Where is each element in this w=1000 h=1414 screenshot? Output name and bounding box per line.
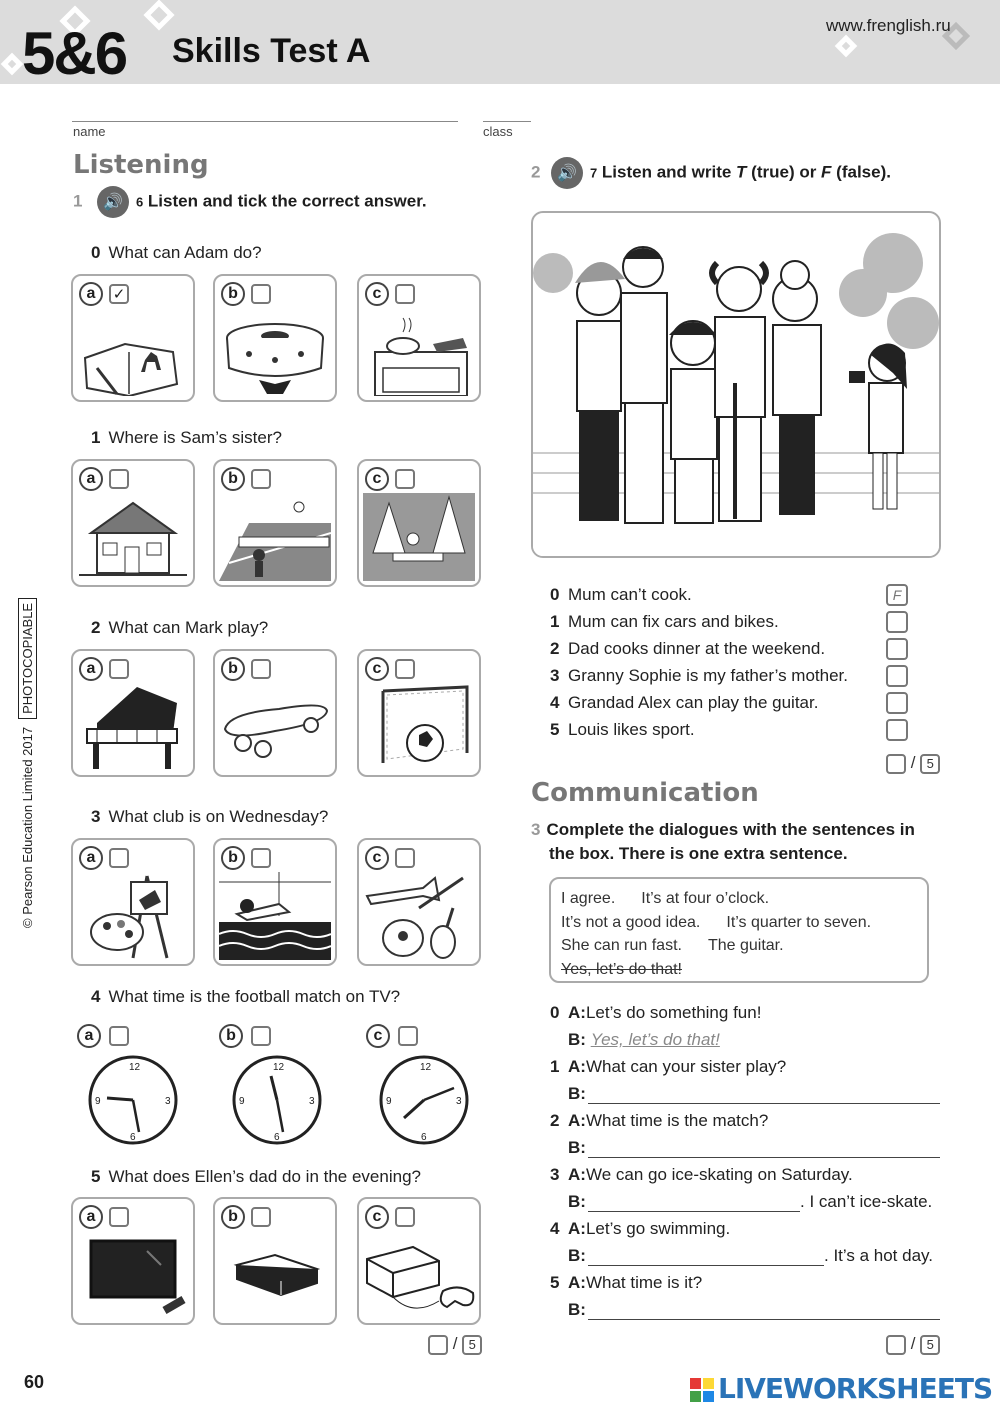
dialogue-0-b: B: Yes, let’s do that!: [568, 1030, 720, 1049]
tick-box[interactable]: [395, 659, 415, 679]
decor-square: [835, 35, 858, 58]
option-letter: c: [365, 846, 389, 870]
svg-text:9: 9: [239, 1096, 245, 1107]
clock-icon: [378, 1054, 470, 1146]
drawing-book-icon: [77, 308, 189, 396]
tick-box[interactable]: [109, 848, 129, 868]
swimming-pool-icon: [219, 872, 331, 960]
sentence-option[interactable]: She can run fast.: [561, 937, 682, 954]
copyright-text: © Pearson Education Limited 2017: [20, 726, 35, 928]
option-letter: a: [79, 846, 103, 870]
piano-icon: [77, 683, 189, 771]
site-url: www.frenglish.ru: [826, 16, 951, 35]
park-icon: [363, 493, 475, 581]
tf-box-0[interactable]: F: [886, 584, 908, 606]
dialogue-3-b: B:: [568, 1192, 586, 1211]
clock-icon: [231, 1054, 323, 1146]
liveworksheets-logo[interactable]: [690, 1372, 992, 1405]
option-letter: c: [365, 282, 389, 306]
sentence-option-used: Yes, let’s do that!: [561, 960, 682, 978]
svg-text:12: 12: [129, 1062, 141, 1073]
ex3-score: / 5: [886, 1334, 940, 1355]
dialogue-5-b: B:: [568, 1300, 586, 1319]
score-total: 5: [462, 1335, 482, 1355]
answer-box-3c[interactable]: [357, 838, 481, 966]
option-letter: a: [79, 282, 103, 306]
sentence-option[interactable]: It’s at four o’clock.: [641, 890, 770, 907]
score-box[interactable]: [886, 754, 906, 774]
option-letter: c: [366, 1024, 390, 1048]
tick-box[interactable]: [109, 659, 129, 679]
tick-box[interactable]: [251, 848, 271, 868]
answer-line-2[interactable]: [588, 1157, 940, 1158]
question-5: 5 What does Ellen’s dad do in the evening?: [91, 1167, 421, 1186]
svg-text:3: 3: [309, 1096, 315, 1107]
dialogue-0-a: 0 A:Let’s do something fun!: [550, 1003, 762, 1022]
answer-box-1a[interactable]: [71, 459, 195, 587]
option-letter: b: [221, 467, 245, 491]
book-icon: [219, 1231, 331, 1319]
skateboard-icon: [219, 683, 331, 771]
dialogue-3-b-tail: . I can’t ice-skate.: [800, 1192, 933, 1211]
dialogue-2-b: B:: [568, 1138, 586, 1157]
svg-text:6: 6: [274, 1132, 280, 1143]
instruments-icon: [363, 872, 475, 960]
statement-5: 5 Louis likes sport.: [550, 720, 695, 739]
family-photo-icon: [533, 213, 941, 558]
answer-line-3[interactable]: [588, 1211, 800, 1212]
svg-text:9: 9: [386, 1096, 392, 1107]
tick-box[interactable]: [395, 469, 415, 489]
sentence-option[interactable]: The guitar.: [707, 937, 784, 954]
answer-box-5c[interactable]: [357, 1197, 481, 1325]
answer-box-0b[interactable]: [213, 274, 337, 402]
sentence-option[interactable]: I agree.: [561, 890, 616, 907]
game-console-icon: [363, 1231, 475, 1319]
answer-box-3b[interactable]: [213, 838, 337, 966]
clock-icon: [87, 1054, 179, 1146]
dialogue-4-a: 4 A:Let’s go swimming.: [550, 1219, 731, 1238]
question-1: 1 Where is Sam’s sister?: [91, 428, 282, 447]
page-title: Skills Test A: [172, 32, 371, 70]
page-number: 60: [24, 1372, 45, 1392]
class-line[interactable]: [483, 121, 531, 122]
ex1-number: 1: [73, 191, 83, 211]
answer-line-1[interactable]: [588, 1103, 940, 1104]
tick-box[interactable]: [398, 1026, 418, 1046]
tick-box[interactable]: [251, 284, 271, 304]
answer-box-0c[interactable]: [357, 274, 481, 402]
answer-box-5a[interactable]: [71, 1197, 195, 1325]
svg-text:12: 12: [420, 1062, 432, 1073]
tf-box-1[interactable]: [886, 611, 908, 633]
answer-box-3a[interactable]: [71, 838, 195, 966]
audio-speaker-icon[interactable]: 🔊: [551, 157, 583, 189]
ex2-track: 7: [589, 165, 598, 181]
answer-line-5[interactable]: [588, 1319, 940, 1320]
dialogue-4-b: B:: [568, 1246, 586, 1265]
side-copyright: [18, 598, 37, 928]
tick-box[interactable]: [395, 848, 415, 868]
answer-line-4[interactable]: [588, 1265, 824, 1266]
option-letter: c: [365, 467, 389, 491]
score-box[interactable]: [428, 1335, 448, 1355]
sentence-box: [549, 877, 929, 983]
tf-box-4[interactable]: [886, 692, 908, 714]
name-label: name: [73, 124, 106, 139]
audio-speaker-icon[interactable]: 🔊: [97, 186, 129, 218]
tick-box[interactable]: [251, 469, 271, 489]
header-band: [0, 0, 1000, 87]
answer-box-1b[interactable]: [213, 459, 337, 587]
sentence-option[interactable]: It’s quarter to seven.: [726, 913, 872, 931]
svg-text:6: 6: [421, 1132, 427, 1143]
svg-text:12: 12: [273, 1062, 285, 1073]
cake-icon: [219, 308, 331, 396]
tf-box-3[interactable]: [886, 665, 908, 687]
tick-box[interactable]: [251, 659, 271, 679]
tick-box[interactable]: [109, 1026, 129, 1046]
class-label: class: [483, 124, 513, 139]
statement-4: 4 Grandad Alex can play the guitar.: [550, 693, 819, 712]
ex1-score: / 5: [428, 1334, 482, 1355]
option-letter: a: [79, 1205, 103, 1229]
brand-text: LIVEWORKSHEETS: [718, 1372, 993, 1405]
option-letter: a: [79, 467, 103, 491]
statement-0: 0 Mum can’t cook.: [550, 585, 692, 604]
option-letter: c: [365, 657, 389, 681]
ex1-instruction-text: Listen and tick the correct answer.: [147, 191, 427, 211]
statement-2: 2 Dad cooks dinner at the weekend.: [550, 639, 826, 658]
art-easel-icon: [77, 872, 189, 960]
ex1-track: 6: [135, 194, 144, 210]
option-letter: b: [219, 1024, 243, 1048]
option-letter: b: [221, 1205, 245, 1229]
answer-box-2a[interactable]: [71, 649, 195, 777]
answer-box-5b[interactable]: [213, 1197, 337, 1325]
question-4: 4 What time is the football match on TV?: [91, 987, 401, 1006]
statement-1: 1 Mum can fix cars and bikes.: [550, 612, 779, 631]
dialogue-4-b-tail: . It’s a hot day.: [824, 1246, 933, 1265]
sentence-option[interactable]: It’s not a good idea.: [561, 913, 701, 931]
dialogue-1-b: B:: [568, 1084, 586, 1103]
ex2-score: / 5: [886, 753, 940, 774]
score-total: 5: [920, 754, 940, 774]
communication-heading: Communication: [531, 778, 759, 808]
tennis-court-icon: [219, 493, 331, 581]
football-icon: [363, 683, 475, 771]
answer-box-2b[interactable]: [213, 649, 337, 777]
name-line[interactable]: [72, 121, 458, 122]
dialogue-2-a: 2 A:What time is the match?: [550, 1111, 769, 1130]
statement-3: 3 Granny Sophie is my father’s mother.: [550, 666, 849, 685]
option-letter: b: [221, 657, 245, 681]
ex3-number: 3: [531, 820, 541, 839]
answer-box-4a[interactable]: [77, 1024, 187, 1154]
option-letter: b: [221, 846, 245, 870]
listening-heading: Listening: [73, 150, 209, 180]
option-letter: a: [77, 1024, 101, 1048]
score-box[interactable]: [886, 1335, 906, 1355]
tf-box-5[interactable]: [886, 719, 908, 741]
svg-text:6: 6: [130, 1132, 136, 1143]
svg-text:3: 3: [456, 1096, 462, 1107]
tick-box[interactable]: [109, 1207, 129, 1227]
ex1-instruction: [73, 186, 427, 218]
option-letter: b: [221, 282, 245, 306]
option-letter: c: [365, 1205, 389, 1229]
liveworksheets-icon: [690, 1378, 714, 1402]
cooker-icon: [363, 308, 475, 396]
dialogue-5-a: 5 A:What time is it?: [550, 1273, 703, 1292]
tv-icon: [77, 1231, 189, 1319]
tick-box[interactable]: ✓: [109, 284, 129, 304]
tick-box[interactable]: [251, 1207, 271, 1227]
answer-box-2c[interactable]: [357, 649, 481, 777]
question-3: 3 What club is on Wednesday?: [91, 807, 329, 826]
question-0: 0 What can Adam do?: [91, 243, 262, 262]
option-letter: a: [79, 657, 103, 681]
answer-box-4b[interactable]: [219, 1024, 329, 1154]
family-illustration: [531, 211, 941, 558]
decor-square: [143, 0, 174, 31]
score-total: 5: [920, 1335, 940, 1355]
photocopiable-label: PHOTOCOPIABLE: [18, 598, 37, 719]
answer-box-0a[interactable]: [71, 274, 195, 402]
ex2-instruction: 2 🔊 7 Listen and write T (true) or F (false).: [531, 157, 891, 189]
answer-box-4c[interactable]: [366, 1024, 476, 1154]
house-icon: [77, 493, 189, 581]
tick-box[interactable]: [395, 1207, 415, 1227]
tick-box[interactable]: [251, 1026, 271, 1046]
unit-number: 5&6: [22, 20, 127, 87]
tick-box[interactable]: [109, 469, 129, 489]
question-2: 2 What can Mark play?: [91, 618, 269, 637]
tf-box-2[interactable]: [886, 638, 908, 660]
ex2-number: 2: [531, 162, 541, 182]
svg-text:9: 9: [95, 1096, 101, 1107]
ex3-instruction: 3 Complete the dialogues with the sentences in the box. There is one extra sentence.: [531, 820, 915, 863]
answer-box-1c[interactable]: [357, 459, 481, 587]
decor-square: [1, 53, 24, 76]
dialogue-1-a: 1 A:What can your sister play?: [550, 1057, 787, 1076]
dialogue-3-a: 3 A:We can go ice-skating on Saturday.: [550, 1165, 853, 1184]
svg-text:3: 3: [165, 1096, 171, 1107]
tick-box[interactable]: [395, 284, 415, 304]
